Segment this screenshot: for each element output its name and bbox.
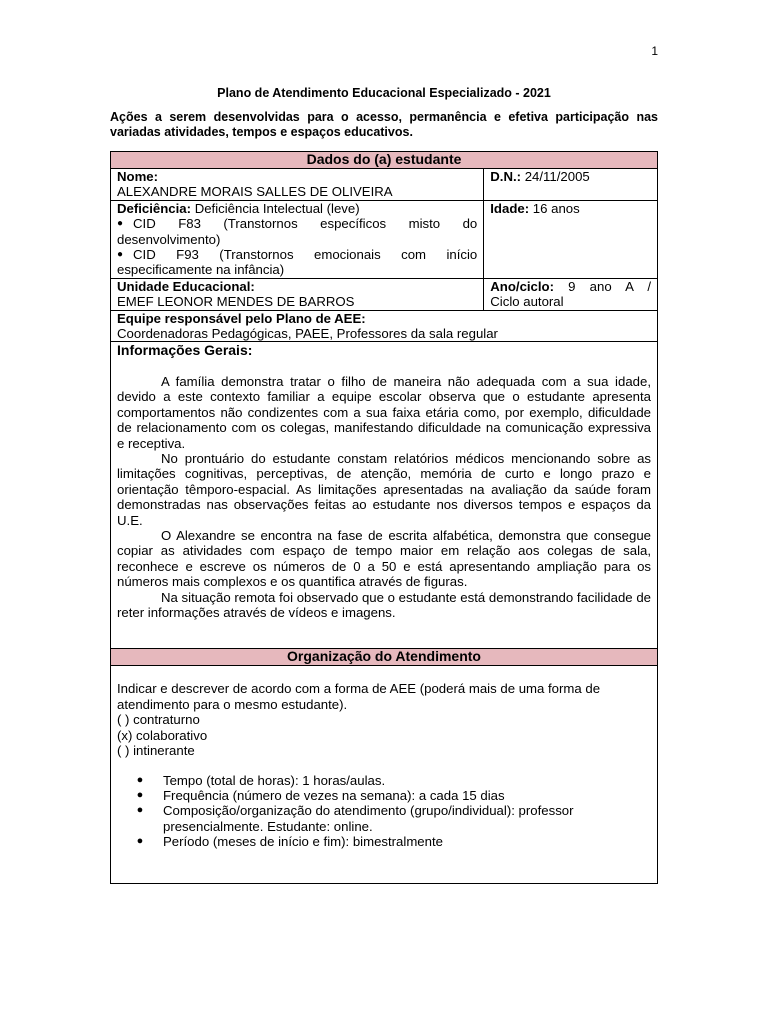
bullet-icon: ● [136, 773, 144, 786]
bullet-icon: ● [136, 804, 144, 817]
subtitle-line-2: variadas atividades, tempos e espaços educativos. [110, 125, 413, 139]
org-intro: Indicar e descrever de acordo com a forma de AEE (poderá mais de uma forma de atendimento para o mesmo estudante). [117, 681, 601, 712]
cycle-value: 9 ano A / [554, 278, 651, 294]
deficiency-cell [111, 200, 484, 278]
list-item: ● Período (meses de início e fim): bimestralmente [117, 834, 651, 849]
unit-cell [111, 278, 484, 310]
document-subtitle [110, 110, 658, 140]
unit-row [111, 278, 658, 310]
dn-label: D.N.: [490, 169, 522, 184]
name-value: ALEXANDRE MORAIS SALLES DE OLIVEIRA [117, 184, 393, 200]
team-value: Coordenadoras Pedagógicas, PAEE, Professores da sala regular [117, 326, 498, 342]
info-paragraph-1: A família demonstra tratar o filho de maneira não adequada com a sua idade, devido a este contexto familiar a equipe escolar observa que o estudante apresenta comportamentos não condizentes com a sua faixa etária como, por exemplo, dificuldade de relacionamento com os colegas, manifestando dificuldade na comunicação expressiva e receptiva. [117, 373, 651, 451]
name-label: Nome: [117, 169, 159, 184]
age-cell [484, 200, 658, 278]
info-cell [111, 342, 658, 649]
org-section-title: Organização do Atendimento [111, 649, 658, 666]
subtitle-line-1: Ações a serem desenvolvidas para o acesso, permanência e efetiva participação nas [110, 110, 658, 124]
team-label: Equipe responsável pelo Plano de AEE: [117, 310, 366, 326]
student-plan-table [110, 151, 658, 884]
cid-item-2-continuation: especificamente na infância) [117, 262, 285, 278]
list-item: ● Composição/organização do atendimento (grupo/individual): professor presencialmente. Estudante: online. [117, 803, 651, 834]
option-contraturno: ( ) contraturno [117, 712, 200, 728]
team-row [111, 310, 658, 342]
option-colaborativo: (x) colaborativo [117, 727, 208, 743]
team-cell [111, 310, 658, 342]
bullet-icon: ● [136, 835, 144, 848]
org-section-header [111, 649, 658, 666]
age-value: 16 anos [529, 200, 580, 216]
dn-value: 24/11/2005 [521, 169, 590, 184]
name-cell [111, 169, 484, 201]
deficiency-value: Deficiência Intelectual (leve) [191, 200, 360, 216]
name-row [111, 169, 658, 201]
info-paragraph-3: O Alexandre se encontra na fase de escrita alfabética, demonstra que consegue copiar as atividades com espaço de tempo maior em relação aos colegas de sala, reconhece e escreve os números de 0 a 50 e está apresentando ampliação para os números mais complexos e os quantifica através de figuras. [117, 527, 651, 590]
student-section-header [111, 152, 658, 169]
deficiency-row [111, 200, 658, 278]
cid-item-2: ● CID F93 (Transtornos emocionais com início [117, 247, 478, 263]
cycle-label: Ano/ciclo: [490, 278, 555, 294]
cid-item-1-continuation: desenvolvimento) [117, 231, 221, 247]
student-section-title: Dados do (a) estudante [111, 152, 658, 169]
org-bullet-list [117, 773, 651, 850]
document-title: Plano de Atendimento Educacional Especializado - 2021 [217, 86, 551, 100]
unit-label: Unidade Educacional: [117, 278, 255, 294]
cycle-value-2: Ciclo autoral [490, 294, 564, 310]
list-item: ● Frequência (número de vezes na semana): a cada 15 dias [117, 788, 651, 803]
list-item: ● Tempo (total de horas): 1 horas/aulas. [117, 773, 651, 788]
info-paragraph-4: Na situação remota foi observado que o estudante está demonstrando facilidade de reter informações através de vídeos e imagens. [117, 589, 651, 620]
option-intinerante: ( ) intinerante [117, 743, 195, 759]
cid-item-1: ● CID F83 (Transtornos específicos misto do [117, 216, 478, 232]
age-label: Idade: [490, 200, 530, 216]
page-number: 1 [651, 44, 658, 58]
unit-value: EMEF LEONOR MENDES DE BARROS [117, 294, 355, 310]
bullet-icon: ● [117, 249, 124, 261]
org-cell [111, 666, 658, 884]
cycle-cell [484, 278, 658, 310]
info-title: Informações Gerais: [117, 342, 253, 359]
info-row [111, 342, 658, 649]
info-paragraph-2: No prontuário do estudante constam relatórios médicos mencionando sobre as limitações cognitivas, perceptivas, de atenção, memória de curto e longo prazo e orientação têmporo-espacial. As limitações apresentadas na avaliação da saúde foram demonstradas nas observações feitas ao estudante nos diversos tempos e espaços da U.E. [117, 450, 651, 528]
dn-cell [484, 169, 658, 201]
deficiency-label: Deficiência: [117, 200, 192, 216]
org-row [111, 666, 658, 884]
bullet-icon: ● [117, 218, 124, 230]
bullet-icon: ● [136, 788, 144, 801]
